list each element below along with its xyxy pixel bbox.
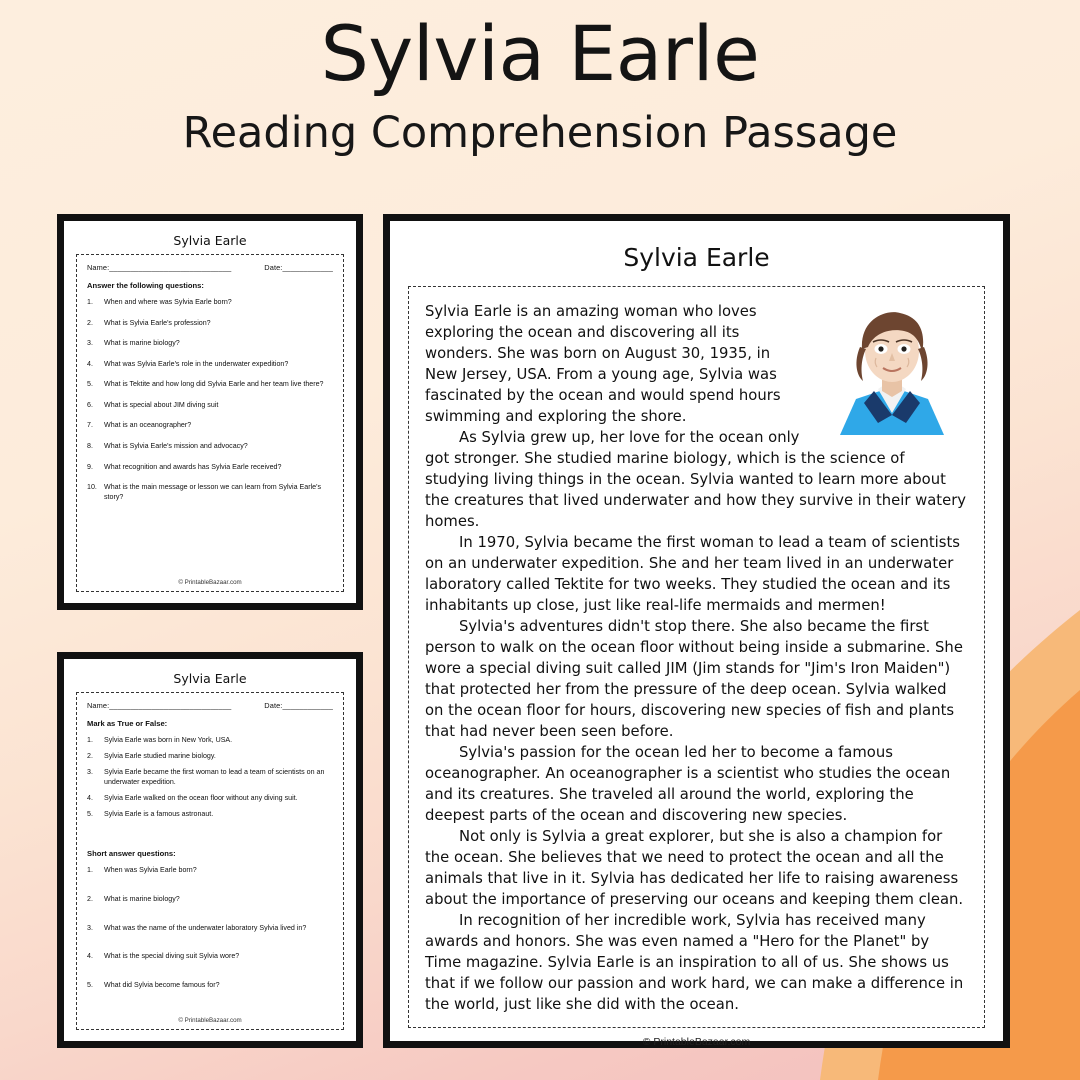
list-item bbox=[87, 866, 333, 876]
list-item bbox=[87, 319, 333, 329]
item-number: 2. bbox=[87, 318, 93, 327]
item-text: What is Sylvia Earle's profession? bbox=[104, 318, 211, 327]
passage-paragraph: Sylvia's adventures didn't stop there. She also became the first person to walk on the ocean floor without being inside a submarine. She wore a special diving suit called JIM (Jim stands for "Jim's Iron Maiden") that protected her from the pressure of the deep ocean. Sylvia walked on the ocean floor for hours, discovering new species of fish and plants that had never been seen before. bbox=[425, 618, 963, 740]
worksheet-questions-page[interactable] bbox=[57, 214, 363, 610]
list-item bbox=[87, 421, 333, 431]
item-number: 7. bbox=[87, 421, 93, 430]
sylvia-earle-portrait bbox=[816, 303, 968, 435]
item-number: 8. bbox=[87, 441, 93, 450]
list-item bbox=[87, 360, 333, 370]
item-text: Sylvia Earle studied marine biology. bbox=[104, 752, 216, 761]
passage-content-box bbox=[408, 286, 985, 1028]
item-number: 2. bbox=[87, 894, 93, 903]
item-number: 10. bbox=[87, 483, 97, 492]
item-number: 4. bbox=[87, 359, 93, 368]
worksheet-truefalse-content bbox=[76, 692, 344, 1030]
passage-paragraph: In recognition of her incredible work, Sylvia has received many awards and honors. She was even named a "Hero for the Planet" by Time magazine. Sylvia Earle is an inspiration to all of us. She shows us that if we follow our passion and work hard, we can make a difference in the world, just like she did with the ocean. bbox=[425, 912, 964, 1013]
questions-list bbox=[87, 298, 333, 502]
item-number: 4. bbox=[87, 952, 93, 961]
item-text: What is the special diving suit Sylvia wore? bbox=[104, 952, 240, 961]
list-item bbox=[87, 810, 333, 820]
item-number: 5. bbox=[87, 809, 93, 818]
list-item bbox=[87, 380, 333, 390]
item-number: 3. bbox=[87, 768, 93, 777]
worksheet-truefalse-credit: © PrintableBazaar.com bbox=[178, 1017, 242, 1024]
truefalse-list bbox=[87, 736, 333, 819]
item-number: 2. bbox=[87, 752, 93, 761]
list-item bbox=[87, 981, 333, 991]
questions-section-heading: Answer the following questions: bbox=[87, 281, 204, 290]
list-item bbox=[87, 298, 333, 308]
page-title: Sylvia Earle bbox=[320, 9, 760, 98]
list-item bbox=[87, 401, 333, 411]
date-field-label[interactable]: Date:____________ bbox=[264, 701, 333, 710]
passage-paragraph: Sylvia Earle is an amazing woman who loves exploring the ocean and discovering all its wonders. She was born on August 30, 1935, in New Jersey, USA. From a young age, Sylvia was fascinated by the ocean and would spend hours swimming and exploring the shore. bbox=[425, 303, 781, 425]
worksheet-truefalse-title: Sylvia Earle bbox=[173, 671, 247, 686]
shortanswer-list bbox=[87, 866, 333, 990]
item-text: What is the main message or lesson we can learn from Sylvia Earle's story? bbox=[104, 483, 322, 501]
list-item bbox=[87, 794, 333, 804]
page-subtitle: Reading Comprehension Passage bbox=[182, 108, 898, 158]
list-item bbox=[87, 952, 333, 962]
item-text: When was Sylvia Earle born? bbox=[104, 866, 197, 875]
passage-title: Sylvia Earle bbox=[623, 243, 770, 272]
item-text: Sylvia Earle is a famous astronaut. bbox=[104, 809, 214, 818]
list-item bbox=[87, 736, 333, 746]
page-header bbox=[0, 9, 1080, 158]
item-text: What is Tektite and how long did Sylvia Earle and her team live there? bbox=[104, 380, 324, 389]
item-number: 3. bbox=[87, 339, 93, 348]
item-text: What is Sylvia Earle's mission and advocacy? bbox=[104, 441, 248, 450]
item-number: 5. bbox=[87, 380, 93, 389]
passage-page[interactable] bbox=[383, 214, 1010, 1048]
item-text: What did Sylvia become famous for? bbox=[104, 980, 220, 989]
passage-paragraph: Not only is Sylvia a great explorer, but she is also a champion for the ocean. She believes that we need to protect the ocean and all the animals that live in it. Sylvia has dedicated her life to raising awareness about the importance of preserving our oceans and keeping them clean. bbox=[425, 828, 964, 908]
item-text: Sylvia Earle became the first woman to lead a team of scientists on an underwater expedition. bbox=[104, 768, 325, 786]
item-text: When and where was Sylvia Earle born? bbox=[104, 298, 232, 306]
list-item bbox=[87, 442, 333, 452]
item-text: What is marine biology? bbox=[104, 894, 180, 903]
item-text: What recognition and awards has Sylvia Earle received? bbox=[104, 462, 282, 471]
name-date-row bbox=[87, 263, 333, 272]
name-date-row bbox=[87, 701, 333, 710]
item-number: 9. bbox=[87, 462, 93, 471]
item-text: What was Sylvia Earle's role in the underwater expedition? bbox=[104, 359, 289, 368]
list-item bbox=[87, 895, 333, 905]
truefalse-section-heading: Mark as True or False: bbox=[87, 719, 168, 728]
worksheet-questions-content bbox=[76, 254, 344, 592]
item-text: What was the name of the underwater laboratory Sylvia lived in? bbox=[104, 923, 307, 932]
passage-paragraph: As Sylvia grew up, her love for the ocean only got stronger. She studied marine biology, which is the science of studying living things in the ocean. Sylvia wanted to learn more about the creatures that lived underwater and how they survive in their watery homes. bbox=[425, 429, 967, 530]
item-text: What is special about JIM diving suit bbox=[104, 400, 219, 409]
item-text: Sylvia Earle walked on the ocean floor without any diving suit. bbox=[104, 793, 298, 802]
worksheet-questions-title: Sylvia Earle bbox=[173, 233, 247, 248]
shortanswer-section-heading: Short answer questions: bbox=[87, 849, 176, 859]
list-item bbox=[87, 924, 333, 934]
name-field-label[interactable]: Name:_____________________________ bbox=[87, 701, 232, 710]
list-item bbox=[87, 752, 333, 762]
list-item bbox=[87, 768, 333, 787]
item-text: What is marine biology? bbox=[104, 339, 180, 348]
item-number: 1. bbox=[87, 298, 93, 306]
name-field-label[interactable]: Name:_____________________________ bbox=[87, 263, 232, 272]
item-number: 3. bbox=[87, 923, 93, 932]
passage-paragraph: Sylvia's passion for the ocean led her to become a famous oceanographer. An oceanographer is a scientist who studies the ocean and its creatures. She traveled all around the world, exploring the deepest parts of the ocean and discovering new species. bbox=[425, 744, 951, 824]
list-item bbox=[87, 463, 333, 473]
date-field-label[interactable]: Date:____________ bbox=[264, 263, 333, 272]
item-number: 6. bbox=[87, 400, 93, 409]
item-number: 1. bbox=[87, 736, 93, 744]
item-number: 4. bbox=[87, 793, 93, 802]
worksheet-truefalse-page[interactable] bbox=[57, 652, 363, 1048]
item-number: 5. bbox=[87, 980, 93, 989]
passage-paragraph: In 1970, Sylvia became the first woman to lead a team of scientists on an underwater expedition. She and her team lived in an underwater laboratory called Tektite for two weeks. They studied the ocean and its inhabitants up close, just like real-life mermaids and mermen! bbox=[425, 534, 960, 614]
worksheet-questions-credit: © PrintableBazaar.com bbox=[178, 579, 242, 586]
item-number: 1. bbox=[87, 866, 93, 875]
list-item bbox=[87, 483, 333, 502]
passage-credit: © PrintableBazaar.com bbox=[642, 1036, 751, 1048]
item-text: Sylvia Earle was born in New York, USA. bbox=[104, 736, 233, 744]
item-text: What is an oceanographer? bbox=[104, 421, 192, 430]
list-item bbox=[87, 339, 333, 349]
